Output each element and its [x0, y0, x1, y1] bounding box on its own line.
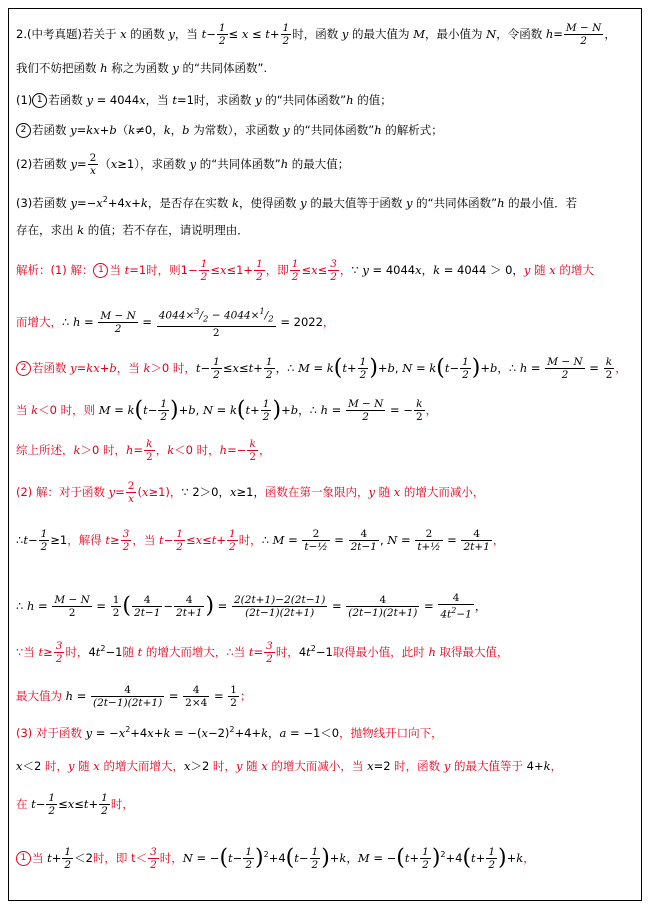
solution-line-13: 在 t− $\frac{1}{2}$ ≤x≤t+ $\frac{1}{2}$ 时，: [16, 792, 134, 817]
question-2: (2)若函数 y= $\frac{2}{x}$ （x≥1），求函数 y 的“共同体函数”h 的最大值；: [16, 152, 350, 177]
solution-line-1: 解析：(1) 解： 1 当 t=1时，则1− $\frac{1}{2}$ ≤x≤1+ $\frac{1}{2}$ ，即 $\frac{1}{2}$ ≤x≤ $\frac{3}{2}$ ，∵ y = 4044x，k = 4044 ＞ 0，y 随 x 的增大: [16, 258, 594, 283]
question-1b: 2 若函数 y=kx+b（k≠0，k，b 为常数），求函数 y 的“共同体函数”h 的解析式；: [16, 122, 640, 138]
solution-line-8: ∴ h = $\frac{M - N}{2}$ = $\frac{1}{2}$ ( $\frac{4}{2t-1}$ − $\frac{4}{2t+1}$ ) = $\frac{2(2t+1)-2(2t-1)}{(2t-1)(2t+1)}$ = $\frac{4}{(2t-1)(2t+1)}$ = $\frac{4}{4t^2-1}$ ，: [16, 592, 487, 621]
problem-line2: 我们不妨把函数 h 称之为函数 y 的“共同体函数”.: [16, 61, 268, 75]
question-1a: (1) 1 若函数 y = 4044x，当 t=1时，求函数 y 的“共同体函数”h 的值；: [16, 93, 392, 107]
solution-line-10: 最大值为 h = $\frac{4}{(2t-1)(2t+1)}$ = $\frac{4}{2\times 4}$ = $\frac{1}{2}$ ；: [16, 684, 252, 709]
solution-line-3: 2 若函数 y=kx+b，当 k＞0 时，t− $\frac{1}{2}$ ≤x≤t+ $\frac{1}{2}$ ，∴ M = k(t+ $\frac{1}{2}$ )+b, N = k(t− $\frac{1}{2}$ )+b，∴ h = $\frac{M - N}{2}$ = $\frac{k}{2}$ ，: [16, 356, 640, 381]
solution-line-2: 而增大，∴ h = $\frac{M - N}{2}$ = $\frac{4044\times^3/_2 - 4044\times^1/_2}{2}$ = 2022，: [16, 307, 335, 339]
solution-line-5: 综上所述，k＞0 时，h= $\frac{k}{2}$ ，k＜0 时，h=− $\frac{k}{2}$ ，: [16, 438, 271, 463]
question-3a: (3)若函数 $y=-x^2+4x+k$，是否存在实数 k，使得函数 y 的最大值等于函数 y 的“共同体函数”h 的最小值．若: [16, 195, 578, 210]
solution-line-4: 当 k＜0 时，则 M = k(t− $\frac{1}{2}$ )+b, N = k(t+ $\frac{1}{2}$ )+b，∴ h = $\frac{M - N}{2}$ = − $\frac{k}{2}$ ，: [16, 397, 438, 423]
solution-line-14: 1 当 t+ $\frac{1}{2}$ ＜2时，即 t＜ $\frac{3}{2}$ 时，N = −(t− $\frac{1}{2}$ )$^2$+4(t− $\frac{1}{2}$ )+k，M = −(t+ $\frac{1}{2}$ )$^2$+4(t+ $\frac{1}{2}$ )+k，: [16, 846, 640, 871]
solution-line-12: x＜2 时，y 随 x 的增大而增大，x＞2 时，y 随 x 的增大而减小，当 x=2 时，函数 y 的最大值等于 4+k，: [16, 759, 563, 773]
solution-line-9: ∵当 t≥ $\frac{3}{2}$ 时，$4t^2-1$随 t 的增大而增大，∴当 t= $\frac{3}{2}$ 时，$4t^2-1$取得最小值，此时 h 取得最大值，: [16, 640, 509, 665]
problem-intro: 2.(中考真题)若关于 x 的函数 y，当 t− $\frac{1}{2}$ ≤ x ≤ t+ $\frac{1}{2}$ 时，函数 y 的最大值为 M，最小值为 N，令函数 h= $\frac{M - N}{2}$ ，: [16, 22, 616, 47]
solution-line-7: ∴t− $\frac{1}{2}$ ≥1，解得 t≥ $\frac{3}{2}$ ，当 t− $\frac{1}{2}$ ≤x≤t+ $\frac{1}{2}$ 时，∴ M = $\frac{2}{\text{t−½}}$ = $\frac{4}{2t-1}$ , N = $\frac{2}{\text{t+½}}$ = $\frac{4}{2t+1}$ ，: [16, 528, 505, 553]
solution-line-6: (2) 解：对于函数 y= $\frac{2}{x}$ (x≥1)，∵ 2＞0，x≥1，函数在第一象限内，y 随 x 的增大而减小，: [16, 480, 485, 505]
solution-line-11: (3) 对于函数 $y = -x^2+4x+k = -(x-2)^2+4+k$，a = −1＜0，抛物线开口向下，: [16, 725, 443, 740]
question-3b: 存在，求出 k 的值；若不存在，请说明理由．: [16, 223, 249, 237]
